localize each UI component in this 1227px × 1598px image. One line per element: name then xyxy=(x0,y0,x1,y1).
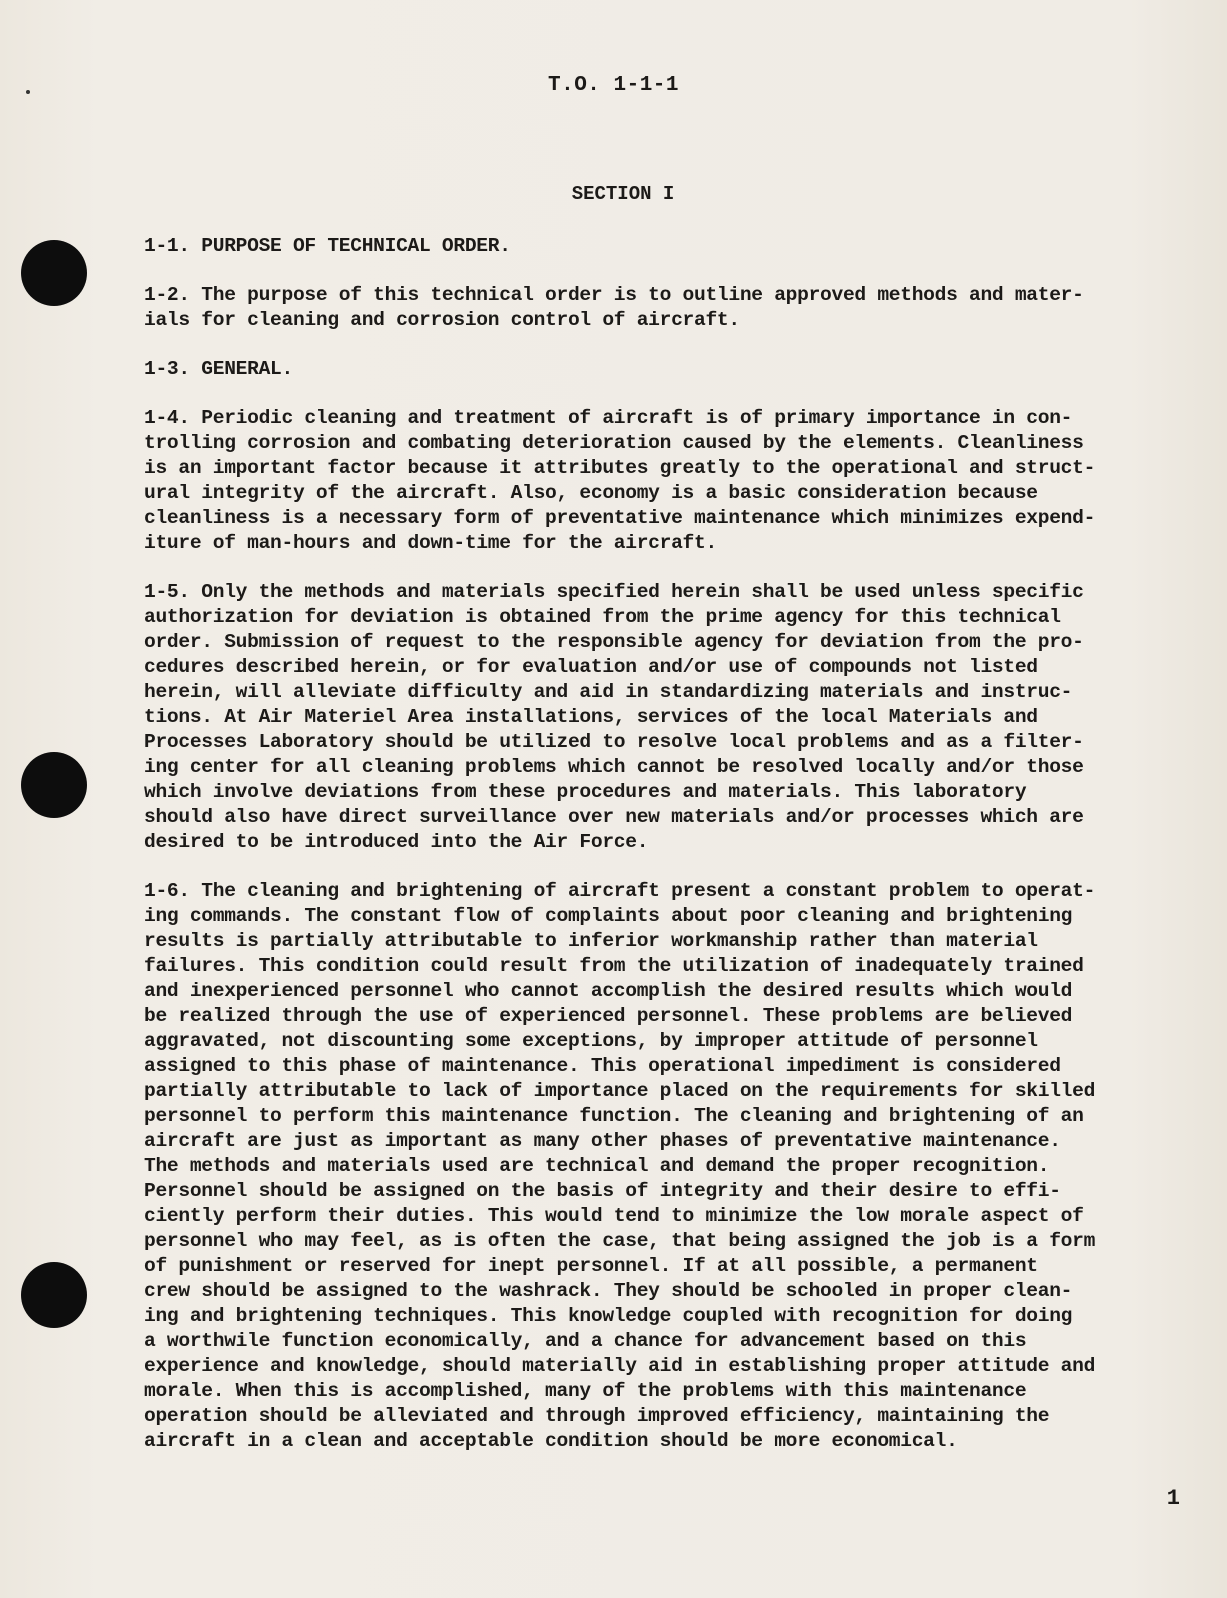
text-line: operation should be alleviated and through improved efficiency, maintaining the xyxy=(144,1405,1050,1427)
text-line: morale. When this is accomplished, many of the problems with this maintenance xyxy=(144,1380,1027,1402)
punch-hole-top xyxy=(21,240,87,306)
text-line: tions. At Air Materiel Area installations, services of the local Materials and xyxy=(144,706,1038,728)
text-line: trolling corrosion and combating deterioration caused by the elements. Cleanliness xyxy=(144,432,1084,454)
heading-1-3: 1-3. GENERAL. xyxy=(144,358,293,380)
text-line: failures. This condition could result from the utilization of inadequately trained xyxy=(144,955,1084,977)
text-line: cedures described herein, or for evaluation and/or use of compounds not listed xyxy=(144,656,1038,678)
text-line: of punishment or reserved for inept personnel. If at all possible, a permanent xyxy=(144,1255,1038,1277)
text-line: Processes Laboratory should be utilized to resolve local problems and as a filter- xyxy=(144,731,1084,753)
text-line: and inexperienced personnel who cannot accomplish the desired results which would xyxy=(144,980,1073,1002)
text-line: 1-6. The cleaning and brightening of aircraft present a constant problem to operat- xyxy=(144,880,1096,902)
text-line: assigned to this phase of maintenance. This operational impediment is considered xyxy=(144,1055,1061,1077)
document-body xyxy=(144,234,1184,1478)
text-line: cleanliness is a necessary form of preventative maintenance which minimizes expend- xyxy=(144,507,1096,529)
punch-hole-middle xyxy=(21,752,87,818)
section-title: SECTION I xyxy=(571,183,675,205)
paragraph-1-2 xyxy=(144,283,1184,333)
paragraph-1-6 xyxy=(144,879,1184,1454)
text-line: personnel who may feel, as is often the case, that being assigned the job is a form xyxy=(144,1230,1096,1252)
text-line: experience and knowledge, should materially aid in establishing proper attitude and xyxy=(144,1355,1096,1377)
text-line: is an important factor because it attributes greatly to the operational and struct- xyxy=(144,457,1096,479)
text-line: aircraft in a clean and acceptable condition should be more economical. xyxy=(144,1430,958,1452)
text-line: ing and brightening techniques. This knowledge coupled with recognition for doing xyxy=(144,1305,1073,1327)
text-line: should also have direct surveillance over new materials and/or processes which are xyxy=(144,806,1084,828)
text-line: 1-2. The purpose of this technical order is to outline approved methods and mater- xyxy=(144,284,1084,306)
text-line: ing center for all cleaning problems which cannot be resolved locally and/or those xyxy=(144,756,1084,778)
text-line: desired to be introduced into the Air Force. xyxy=(144,831,649,853)
page-number: 1 xyxy=(1166,1486,1180,1511)
text-line: a worthwile function economically, and a chance for advancement based on this xyxy=(144,1330,1027,1352)
text-line: aggravated, not discounting some exceptions, by improper attitude of personnel xyxy=(144,1030,1038,1052)
text-line: ials for cleaning and corrosion control of aircraft. xyxy=(144,309,740,331)
text-line: which involve deviations from these procedures and materials. This laboratory xyxy=(144,781,1027,803)
punch-hole-bottom xyxy=(21,1262,87,1328)
heading-1-1: 1-1. PURPOSE OF TECHNICAL ORDER. xyxy=(144,235,511,257)
text-line: Personnel should be assigned on the basis of integrity and their desire to effi- xyxy=(144,1180,1061,1202)
text-line: partially attributable to lack of importance placed on the requirements for skilled xyxy=(144,1080,1096,1102)
text-line: herein, will alleviate difficulty and aid in standardizing materials and instruc- xyxy=(144,681,1073,703)
text-line: authorization for deviation is obtained from the prime agency for this technical xyxy=(144,606,1061,628)
text-line: ciently perform their duties. This would tend to minimize the low morale aspect of xyxy=(144,1205,1084,1227)
text-line: be realized through the use of experienced personnel. These problems are believed xyxy=(144,1005,1073,1027)
text-line: 1-5. Only the methods and materials specified herein shall be used unless specific xyxy=(144,581,1084,603)
text-line: crew should be assigned to the washrack. They should be schooled in proper clean- xyxy=(144,1280,1073,1302)
text-line: personnel to perform this maintenance function. The cleaning and brightening of an xyxy=(144,1105,1084,1127)
text-line: aircraft are just as important as many other phases of preventative maintenance. xyxy=(144,1130,1061,1152)
text-line: results is partially attributable to inferior workmanship rather than material xyxy=(144,930,1038,952)
text-line: 1-4. Periodic cleaning and treatment of aircraft is of primary importance in con- xyxy=(144,407,1073,429)
text-line: order. Submission of request to the responsible agency for deviation from the pro- xyxy=(144,631,1084,653)
text-line: ing commands. The constant flow of complaints about poor cleaning and brightening xyxy=(144,905,1073,927)
text-line: iture of man-hours and down-time for the aircraft. xyxy=(144,532,717,554)
text-line: ural integrity of the aircraft. Also, economy is a basic consideration because xyxy=(144,482,1038,504)
paragraph-1-5 xyxy=(144,580,1184,855)
paragraph-1-4 xyxy=(144,406,1184,556)
document-number: T.O. 1-1-1 xyxy=(547,74,680,97)
text-line: The methods and materials used are technical and demand the proper recognition. xyxy=(144,1155,1050,1177)
